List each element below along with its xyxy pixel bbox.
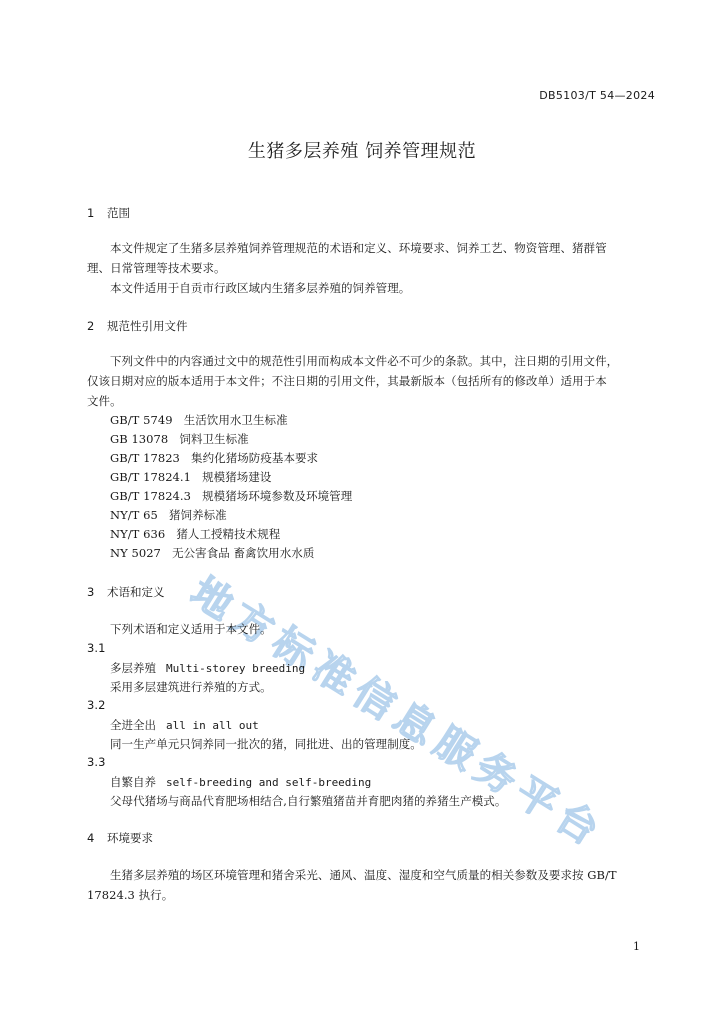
reference-code: GB/T 5749 <box>110 413 173 427</box>
reference-item <box>110 526 280 542</box>
reference-name: 集约化猪场防疫基本要求 <box>191 451 319 465</box>
reference-item <box>110 431 249 447</box>
paragraph-line: 文件。 <box>87 394 122 408</box>
paragraph-line: 仅该日期对应的版本适用于本文件；不注日期的引用文件，其最新版本（包括所有的修改单）适用于本 <box>87 374 607 388</box>
watermark-char: 准 <box>304 643 363 705</box>
section-3-heading <box>87 584 165 600</box>
term-en: self-breeding and self-breeding <box>166 776 372 789</box>
watermark-char: 服 <box>426 718 485 780</box>
reference-item <box>110 412 288 428</box>
reference-name: 猪人工授精技术规程 <box>176 527 281 541</box>
reference-code: NY/T 65 <box>110 508 158 522</box>
reference-name: 猪饲养标准 <box>168 508 227 522</box>
reference-code: NY 5027 <box>110 546 161 560</box>
reference-code: GB/T 17824.3 <box>110 489 191 503</box>
reference-name: 无公害食品 畜禽饮用水水质 <box>172 546 315 560</box>
watermark-char: 标 <box>263 618 323 680</box>
paragraph-line: 下列术语和定义适用于本文件。 <box>110 622 272 636</box>
section-number: 2 <box>87 319 95 333</box>
section-number: 1 <box>87 206 95 220</box>
watermark-char: 台 <box>547 793 607 855</box>
reference-code: GB 13078 <box>110 432 169 446</box>
paragraph-line: 本文件适用于自贡市行政区域内生猪多层养殖的饲养管理。 <box>110 281 411 295</box>
reference-name: 规模猪场建设 <box>202 470 272 484</box>
section-2-heading <box>87 318 188 334</box>
section-title: 术语和定义 <box>107 585 165 599</box>
section-title: 环境要求 <box>107 831 153 845</box>
term-entry <box>110 660 305 676</box>
reference-item <box>110 469 271 485</box>
term-zh: 全进全出 <box>110 718 156 732</box>
watermark-char: 平 <box>507 768 566 830</box>
term-number: 3.1 <box>87 641 106 655</box>
watermark-char: 息 <box>385 693 444 755</box>
term-definition: 采用多层建筑进行养殖的方式。 <box>110 680 272 694</box>
paragraph-line: 生猪多层养殖的场区环境管理和猪舍采光、通风、温度、湿度和空气质量的相关参数及要求按 GB/T <box>110 868 617 882</box>
term-zh: 多层养殖 <box>110 661 156 675</box>
section-title: 规范性引用文件 <box>107 319 188 333</box>
paragraph-line: 下列文件中的内容通过文中的规范性引用而构成本文件必不可少的条款。其中，注日期的引用文件， <box>110 354 619 368</box>
section-4-heading <box>87 830 153 846</box>
reference-item <box>110 507 227 523</box>
reference-code: GB/T 17824.1 <box>110 470 191 484</box>
term-definition: 父母代猪场与商品代育肥场相结合,自行繁殖猪苗并育肥肉猪的养猪生产模式。 <box>110 794 507 808</box>
reference-code: NY/T 636 <box>110 527 166 541</box>
paragraph-line: 本文件规定了生猪多层养殖饲养管理规范的术语和定义、环境要求、饲养工艺、物资管理、猪群管 <box>110 241 607 255</box>
paragraph-line: 17824.3 执行。 <box>87 888 174 902</box>
watermark-char: 信 <box>344 668 404 730</box>
section-number: 3 <box>87 585 95 599</box>
term-en: Multi-storey breeding <box>166 662 306 675</box>
reference-name: 规模猪场环境参数及环境管理 <box>202 489 353 503</box>
watermark-char: 务 <box>466 743 525 805</box>
document-number: DB5103/T 54—2024 <box>539 89 655 102</box>
reference-item <box>110 488 352 504</box>
paragraph-line: 理、日常管理等技术要求。 <box>87 261 226 275</box>
term-en: all in all out <box>166 719 259 732</box>
reference-name: 生活饮用水卫生标准 <box>183 413 288 427</box>
reference-code: GB/T 17823 <box>110 451 180 465</box>
term-zh: 自繁自养 <box>110 775 156 789</box>
reference-item <box>110 450 318 466</box>
reference-item <box>110 545 314 561</box>
section-1-heading <box>87 205 130 221</box>
watermark-char: 方 <box>223 593 282 655</box>
term-entry <box>110 717 259 733</box>
section-title: 范围 <box>107 206 130 220</box>
term-number: 3.2 <box>87 698 106 712</box>
page-title: 生猪多层养殖 饲养管理规范 <box>247 141 477 162</box>
watermark-char: 地 <box>182 568 242 630</box>
term-entry <box>110 774 371 790</box>
page-number: 1 <box>633 940 640 953</box>
term-number: 3.3 <box>87 755 106 769</box>
section-number: 4 <box>87 831 95 845</box>
reference-name: 饲料卫生标准 <box>179 432 249 446</box>
term-definition: 同一生产单元只饲养同一批次的猪，同批进、出的管理制度。 <box>110 737 422 751</box>
